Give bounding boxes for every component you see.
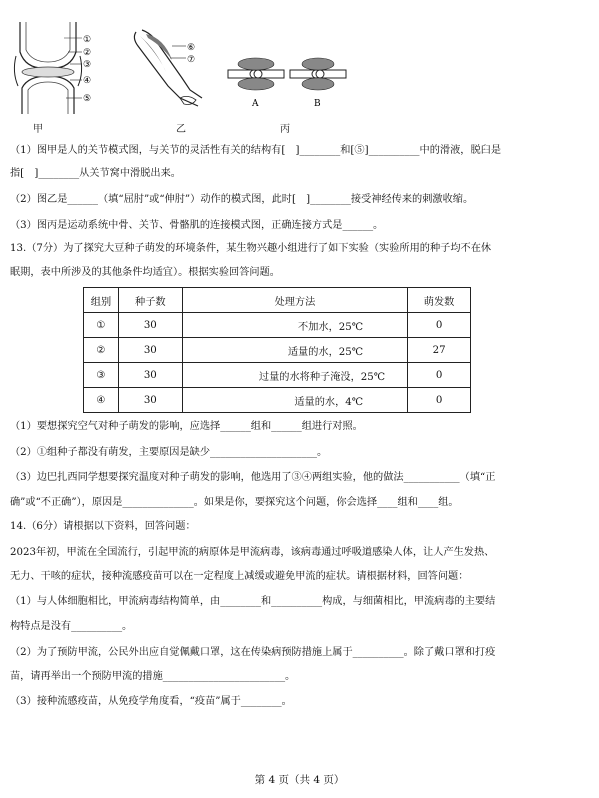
table-header-cell: 处理方法 [182, 288, 407, 313]
table-row [84, 363, 471, 388]
table-cell: 30 [118, 388, 182, 413]
q14-title: 14.（6分）请根据以下资料，回答问题： [10, 521, 196, 532]
table-cell: 0 [408, 388, 471, 413]
bing-letter-b: B [314, 99, 321, 109]
q13-part3-line1: （3）边巴扎西同学想要探究温度对种子萌发的影响，他选用了③④两组实验，他的做法___________（填“正 [10, 472, 496, 483]
q14-part1-line2: 构特点是没有__________。 [10, 621, 133, 632]
table-cell: 27 [408, 338, 471, 363]
jia-number: ④ [83, 76, 92, 86]
q14-part1-line1: （1）与人体细胞相比，甲流病毒结构简单，由________和__________构成，与细菌相比，甲流病毒的主要结 [10, 596, 496, 607]
q14-part3: （3）接种流感疫苗，从免疫学角度看，“疫苗”属于________。 [10, 696, 292, 707]
table-cell: 过量的水将种子淹没，25℃ [182, 363, 407, 388]
q13-part3-line2: 确”或“不正确”），原因是______________。如果是你，要探究这个问题，你会选择____组和____组。 [10, 497, 459, 508]
figure-label-bing: 丙 [280, 124, 290, 135]
figure-label-jia: 甲 [33, 124, 43, 135]
jia-number: ① [83, 35, 92, 45]
jia-number: ③ [83, 60, 92, 70]
figure-jia-joint-diagram [8, 22, 100, 118]
q13-part1: （1）要想探究空气对种子萌发的影响，应选择______组和______组进行对照。 [10, 421, 363, 432]
table-cell: ③ [84, 363, 119, 388]
q14-part2-line1: （2）为了预防甲流，公民外出应自觉佩戴口罩，这在传染病预防措施上属于__________。除了戴口罩和打疫 [10, 647, 496, 658]
table-cell: 0 [408, 363, 471, 388]
q12-part1-line2: 指[ ]________从关节窝中滑脱出来。 [10, 168, 181, 179]
figure-label-yi: 乙 [176, 124, 186, 135]
page-footer: 第 4 页（共 4 页） [254, 774, 345, 786]
table-header-cell: 萌发数 [408, 288, 471, 313]
q14-material-line2: 无力、干咳的症状，接种流感疫苗可以在一定程度上减缓或避免甲流的症状。请根据材料，回答问题： [10, 571, 469, 582]
table-row [84, 388, 471, 413]
jia-number: ② [83, 48, 92, 58]
q13-intro-line2: 眠期，表中所涉及的其他条件均适宜）。根据实验回答问题。 [10, 267, 280, 278]
table-cell: 30 [118, 313, 182, 338]
q14-part2-line2: 苗，请再举出一个预防甲流的措施________________________。 [10, 671, 296, 682]
q12-part1-line1: （1）图甲是人的关节模式图，与关节的灵活性有关的结构有[ ]________和[⑤]__________中的滑液，脱臼是 [10, 145, 502, 156]
table-cell: ② [84, 338, 119, 363]
table-header-cell: 种子数 [118, 288, 182, 313]
table-cell: ① [84, 313, 119, 338]
experiment-table [83, 287, 471, 413]
figure-yi-arm-diagram [128, 28, 208, 110]
table-cell: 0 [408, 313, 471, 338]
figure-bing-connection-diagram [226, 52, 348, 110]
table-cell: 适量的水，4℃ [182, 388, 407, 413]
yi-number: ⑥ [187, 43, 196, 53]
table-cell: 30 [118, 363, 182, 388]
yi-number: ⑦ [187, 55, 196, 65]
table-row [84, 313, 471, 338]
table-cell: ④ [84, 388, 119, 413]
table-row [84, 338, 471, 363]
jia-number: ⑤ [83, 94, 92, 104]
bing-letter-a: A [252, 99, 259, 109]
table-header-cell: 组别 [84, 288, 119, 313]
table-header-row [84, 288, 471, 313]
q13-part2: （2）①组种子都没有萌发，主要原因是缺少_____________________。 [10, 447, 328, 458]
table-cell: 适量的水，25℃ [182, 338, 407, 363]
q13-intro-line1: 13.（7分）为了探究大豆种子萌发的环境条件，某生物兴趣小组进行了如下实验（实验所用的种子均不在休 [10, 243, 492, 254]
q14-material-line1: 2023年初，甲流在全国流行，引起甲流的病原体是甲流病毒，该病毒通过呼吸道感染人体，让人产生发热、 [10, 547, 495, 558]
table-cell: 30 [118, 338, 182, 363]
q12-part2: （2）图乙是______（填“屈肘”或“伸肘”）动作的模式图，此时[ ]________接受神经传来的刺激收缩。 [10, 194, 474, 205]
table-cell: 不加水，25℃ [182, 313, 407, 338]
q12-part3: （3）图丙是运动系统中骨、关节、骨骼肌的连接模式图，正确连接方式是______。 [10, 220, 384, 231]
